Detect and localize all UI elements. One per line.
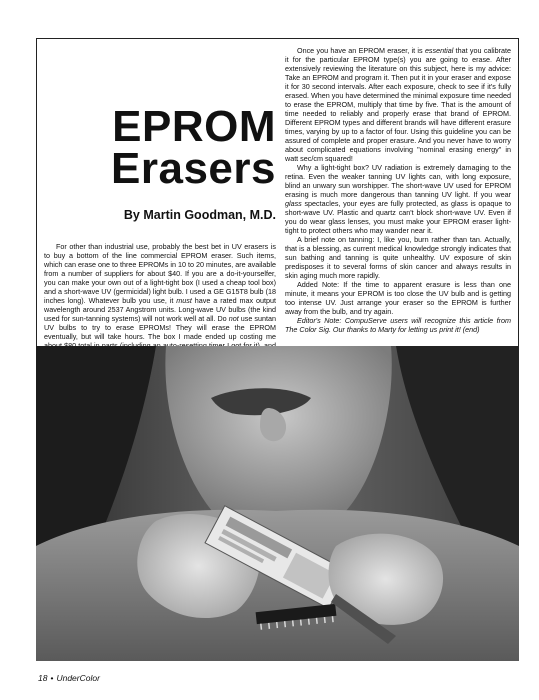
page-number: 18 bbox=[38, 673, 48, 683]
article-title bbox=[44, 102, 276, 193]
article-byline: By Martin Goodman, M.D. bbox=[123, 208, 276, 222]
right-paragraph-2: Why a light-tight box? UV radiation is extremely damaging to the retina. Even the weaker tanning UV lights can, with long exposure, blind an unwary sun worshipper. The short-wave UV used for EPROM erasing is much more dangerous than tanning UV light. If you wear glass spectacles, your eyes are fully protected, as glass is opaque to short-wave UV. Plastic and quartz can't block short-wave UV. Even if you do wear glass lenses, you must make your EPROM eraser light-tight to protect others who may wander near it. bbox=[285, 163, 511, 235]
article-photo bbox=[36, 346, 519, 661]
left-column bbox=[44, 46, 276, 346]
footer-bullet: • bbox=[50, 673, 54, 683]
right-paragraph-3: A brief note on tanning: I, like you, burn rather than tan. Actually, that is a blessing, as current medical knowledge strongly indicates that sun bathing and tanning is quite unhealthy. UV exposure of skin predisposes it to several forms of skin cancer and always results in skin aging much more rapidly. bbox=[285, 235, 511, 280]
title-line-2: Erasers bbox=[111, 144, 276, 193]
right-column bbox=[285, 46, 511, 334]
sweater bbox=[36, 510, 519, 661]
magazine-name: UnderColor bbox=[56, 673, 100, 683]
left-paragraph-1: For other than industrial use, probably the best bet in UV erasers is to buy a bottom of the line commercial EPROM eraser. Such items, which can erase one to three EPROMs in 10 to 20 minutes, are available from a number of suppliers for about $40. If you are a do-it-yourselfer, you can make your own out of a light-tight box (I used a cheap tool box) and a short-wave UV (germicidal) light bulb. I used a GE G15T8 bulb (18 inches long). Whatever bulb you use, it must have a rated max output wavelength around 2537 Angstrom units. Long-wave UV bulbs (the kind used for sun-tanning systems) will not work well at all. Do not use suntan UV bulbs to try to erase EPROMs! They will erase the EPROM eventually, but will take hours. The box I made ended up costing me bbox=[44, 242, 277, 341]
right-paragraph-4: Added Note: If the time to apparent erasure is less than one minute, it means your EPROM is too close the UV bulb and is getting too intense UV. Just arrange your eraser so the EPROM is further away from the bulb, and try again. bbox=[285, 280, 511, 316]
editors-note: Editor's Note: CompuServe users will recognize this article from The Color Sig. Our thanks to Marty for letting us print it! (end) bbox=[285, 316, 511, 334]
title-line-1: EPROM bbox=[112, 102, 276, 151]
photo-illustration bbox=[36, 346, 519, 661]
page-footer bbox=[38, 673, 100, 683]
right-paragraph-1: Once you have an EPROM eraser, it is essential that you calibrate it for the particular EPROM type(s) you are going to erase. After extensively reviewing the literature on this subject, here is my advice: Take an EPROM and program it. Then put it in your eraser and expose it for 30 second intervals. After each exposure, check to see if it's fully erased. When you have determined the minimal exposure time needed to erase the EPROM, multiply that time by five. That is the amount of time needed to reliably and properly erase that brand of EPROM. Different EPROM types and different brands will have different erasure times, varying by up to a factor of four. Using this guideline you can be assured of complete and proper erasure. And you never have to worry about complicated equations involving "nominal erasing energy" in watt sec/cm squared! bbox=[285, 46, 511, 163]
